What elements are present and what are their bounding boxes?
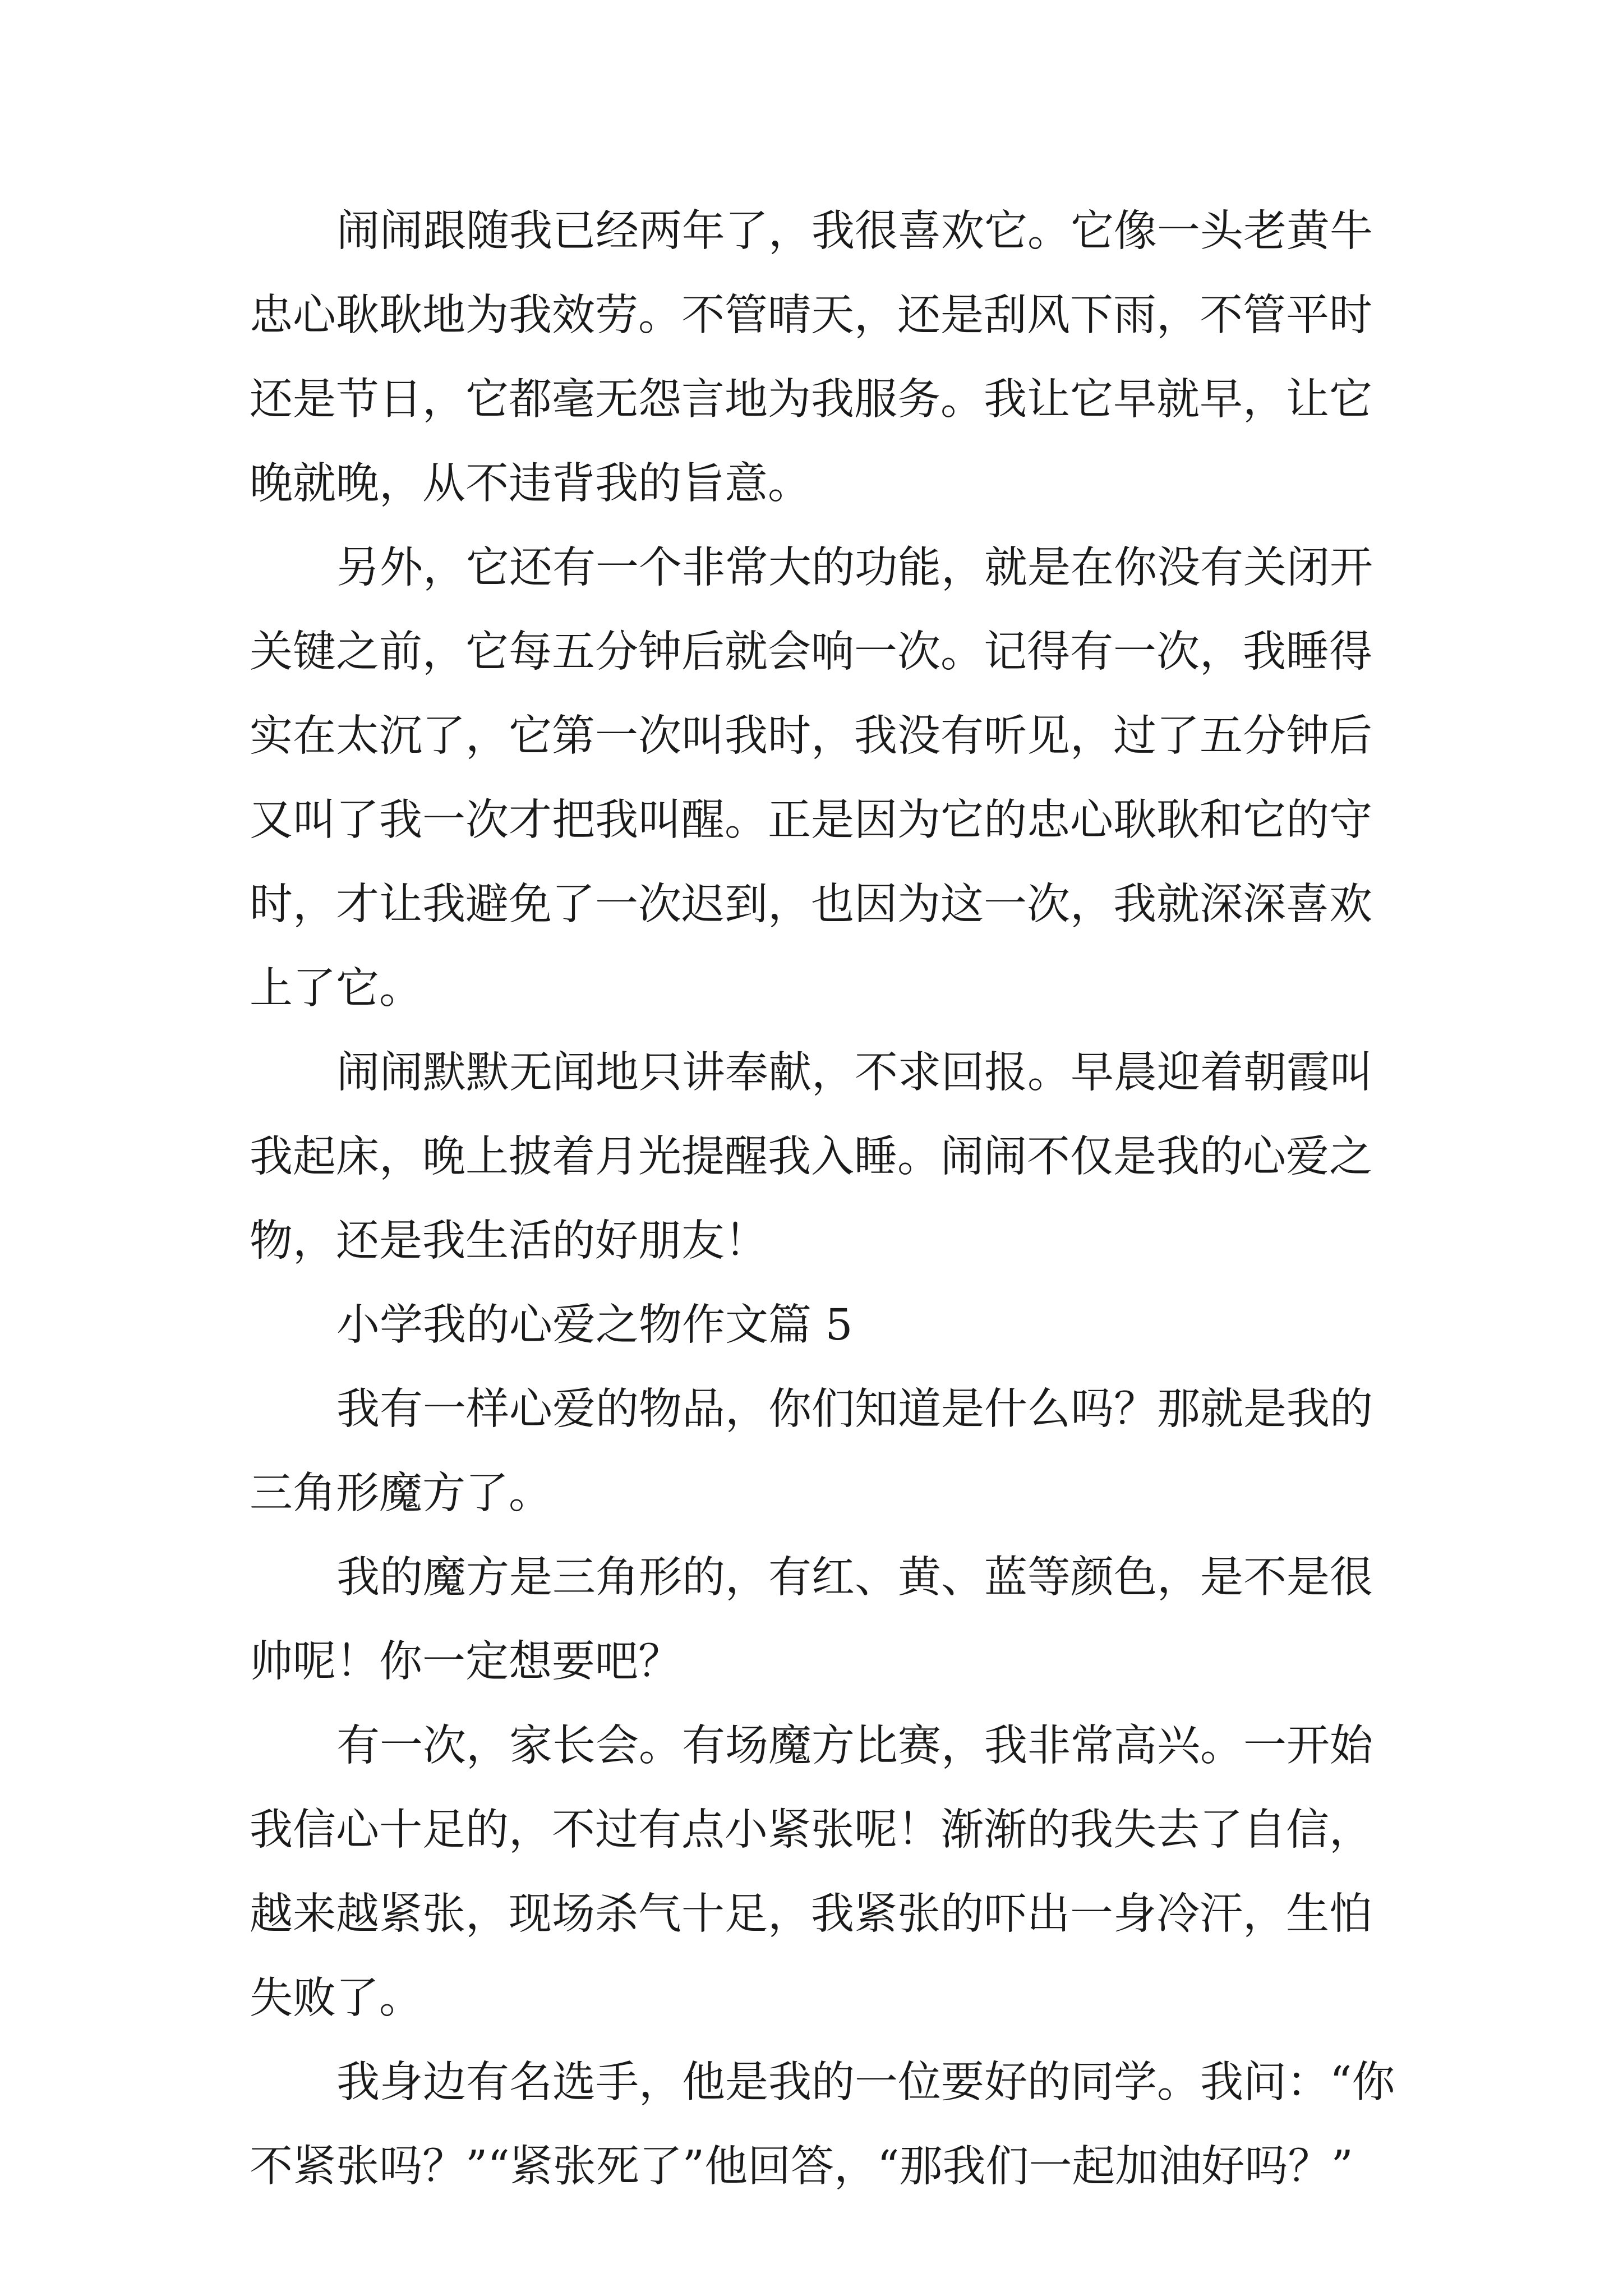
- text-line: 三角形魔方了。: [250, 1469, 552, 1519]
- text-line: 实在太沉了，它第一次叫我时，我没有听见，过了五分钟后: [250, 711, 1372, 761]
- text-line: 失败了。: [250, 1973, 422, 2023]
- text-line: 上了它。: [250, 964, 422, 1014]
- text-line: 忠心耿耿地为我效劳。不管晴天，还是刮风下雨，不管平时: [250, 291, 1372, 341]
- text-line: 晚就晚，从不违背我的旨意。: [250, 459, 811, 509]
- text-line: 物，还是我生活的好朋友！: [250, 1216, 768, 1266]
- text-line: 时，才让我避免了一次迟到，也因为这一次，我就深深喜欢: [250, 880, 1372, 930]
- text-line: 还是节日，它都毫无怨言地为我服务。我让它早就早，让它: [250, 375, 1372, 425]
- text-line: 另外，它还有一个非常大的功能，就是在你没有关闭开: [336, 543, 1373, 593]
- section-heading: 小学我的心爱之物作文篇 5: [336, 1300, 853, 1350]
- text-line: 我信心十足的，不过有点小紧张呢！渐渐的我失去了自信，: [250, 1805, 1372, 1855]
- text-line: 关键之前，它每五分钟后就会响一次。记得有一次，我睡得: [250, 627, 1372, 677]
- text-line: 我身边有名选手，他是我的一位要好的同学。我问：“你: [336, 2058, 1395, 2108]
- text-line: 我有一样心爱的物品，你们知道是什么吗？那就是我的: [336, 1384, 1373, 1434]
- text-line: 不紧张吗？”“紧张死了”他回答，“那我们一起加油好吗？”: [250, 2142, 1353, 2192]
- text-line: 有一次，家长会。有场魔方比赛，我非常高兴。一开始: [336, 1721, 1373, 1771]
- text-line: 越来越紧张，现场杀气十足，我紧张的吓出一身冷汗，生怕: [250, 1889, 1372, 1939]
- text-line: 又叫了我一次才把我叫醒。正是因为它的忠心耿耿和它的守: [250, 795, 1372, 845]
- text-line: 我的魔方是三角形的，有红、黄、蓝等颜色，是不是很: [336, 1553, 1373, 1603]
- text-line: 闹闹跟随我已经两年了，我很喜欢它。它像一头老黄牛: [336, 206, 1373, 256]
- text-line: 闹闹默默无闻地只讲奉献，不求回报。早晨迎着朝霞叫: [336, 1048, 1373, 1098]
- text-line: 帅呢！你一定想要吧？: [250, 1637, 681, 1687]
- text-line: 我起床，晚上披着月光提醒我入睡。闹闹不仅是我的心爱之: [250, 1132, 1372, 1182]
